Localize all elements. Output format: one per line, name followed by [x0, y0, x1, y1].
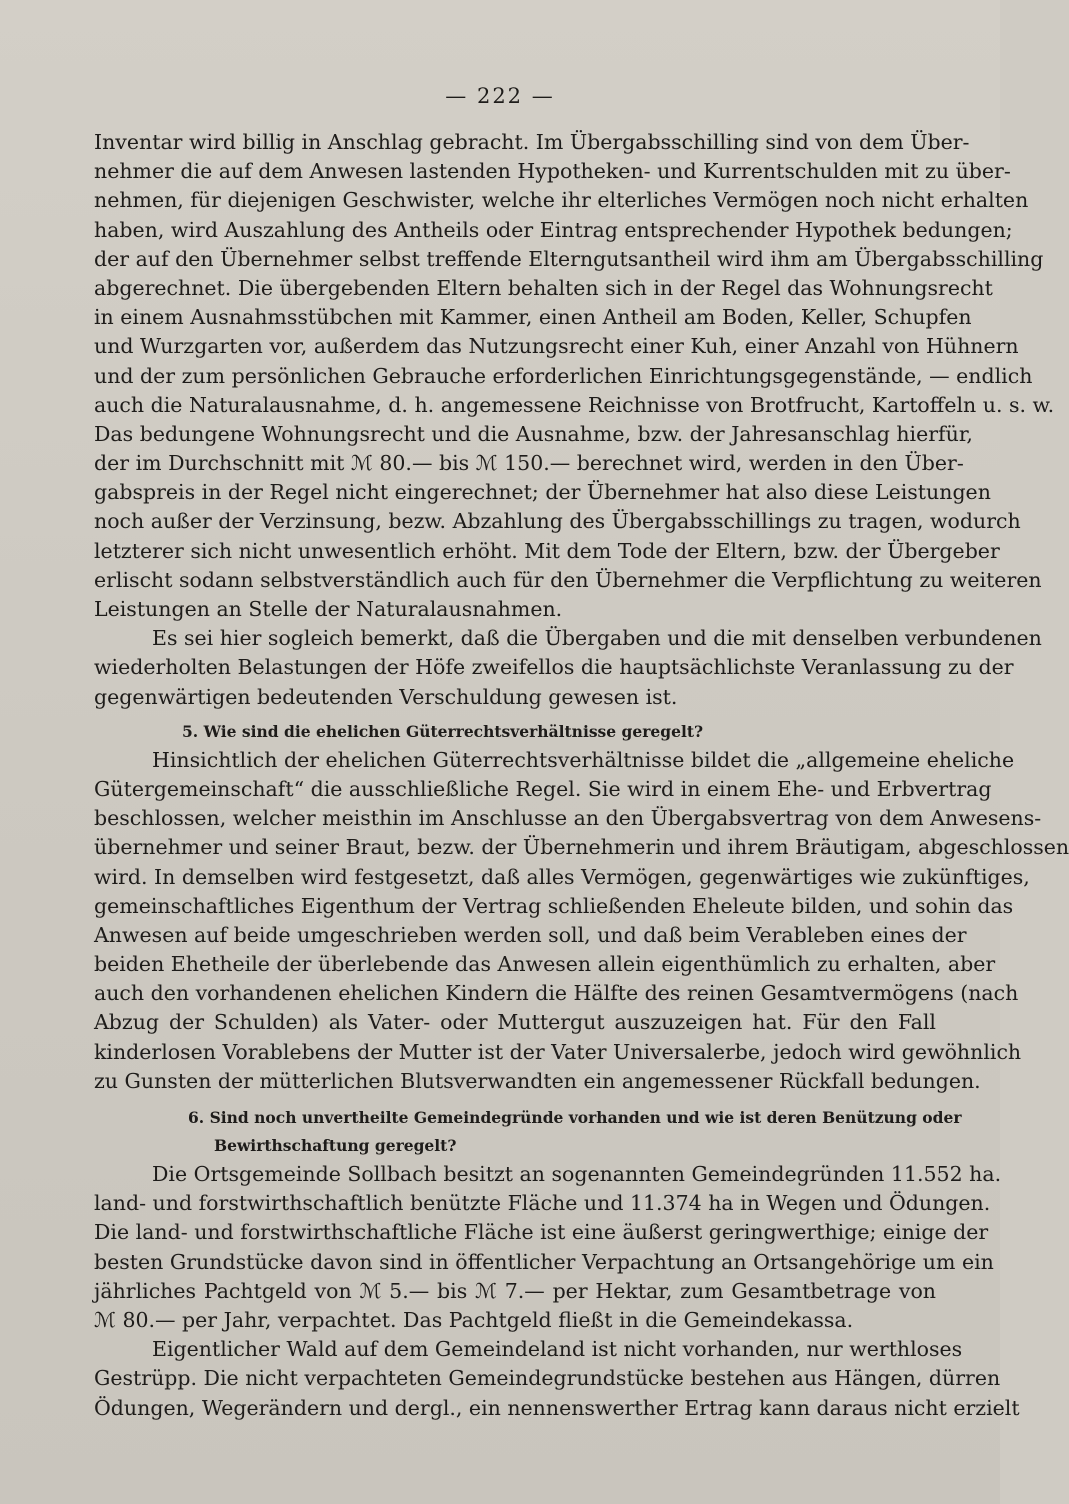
text-line: und Wurzgarten vor, außerdem das Nutzungsrecht einer Kuh, einer Anzahl von Hühnern — [94, 334, 1019, 359]
text-line: Das bedungene Wohnungsrecht und die Ausnahme, bzw. der Jahresanschlag hierfür, — [94, 421, 973, 446]
text-line: nehmen, für diejenigen Geschwister, welche ihr elterliches Vermögen noch nicht erhalten — [94, 188, 1029, 213]
text-line: nehmer die auf dem Anwesen lastenden Hypotheken- und Kurrentschulden mit zu über- — [94, 159, 1011, 184]
text-line: Abzug der Schulden) als Vater- oder Muttergut auszuzeigen hat. Für den Fall — [94, 1010, 936, 1035]
text-line: abgerechnet. Die übergebenden Eltern behalten sich in der Regel das Wohnungsrecht — [94, 275, 993, 300]
text-line: Gütergemeinschaft“ die ausschließliche Regel. Sie wird in einem Ehe- und Erbvertrag — [94, 776, 992, 801]
text-line: land- und forstwirthschaftlich benützte Fläche und 11.374 ha in Wegen und Ödungen. — [94, 1191, 991, 1216]
text-line: gegenwärtigen bedeutenden Verschuldung gewesen ist. — [94, 684, 678, 709]
text-line: beiden Ehetheile der überlebende das Anwesen allein eigenthümlich zu erhalten, aber — [94, 952, 996, 977]
text-line: besten Grundstücke davon sind in öffentlicher Verpachtung an Ortsangehörige um ein — [94, 1249, 994, 1274]
text-line: Bewirthschaftung geregelt? — [214, 1136, 457, 1155]
text-line: auch die Naturalausnahme, d. h. angemessene Reichnisse von Brotfrucht, Kartoffeln u. s. w. — [94, 392, 1055, 417]
text-line: Leistungen an Stelle der Naturalausnahmen. — [94, 597, 563, 621]
text-line: ℳ 80.— per Jahr, verpachtet. Das Pachtgeld fließt in die Gemeindekassa. — [94, 1307, 854, 1332]
text-line: zu Gunsten der mütterlichen Blutsverwandten ein angemessener Rückfall bedungen. — [94, 1068, 981, 1093]
text-line: haben, wird Auszahlung des Antheils oder Eintrag entsprechender Hypothek bedungen; — [94, 217, 1013, 242]
paragraph-marital-property — [94, 746, 1069, 1096]
text-line: noch außer der Verzinsung, bezw. Abzahlung des Übergabsschillings zu tragen, wodurch — [94, 509, 1021, 534]
text-line: gemeinschaftliches Eigenthum der Vertrag schließenden Eheleute bilden, und sohin das — [94, 893, 1014, 918]
text-line: der im Durchschnitt mit ℳ 80.— bis ℳ 150.— berechnet wird, werden in den Über- — [94, 451, 964, 476]
text-line: wiederholten Belastungen der Höfe zweifellos die hauptsächlichste Veranlassung zu der — [94, 655, 1014, 680]
text-line: jährliches Pachtgeld von ℳ 5.— bis ℳ 7.— per Hektar, zum Gesamtbetrage von — [94, 1278, 936, 1303]
text-line: erlischt sodann selbstverständlich auch für den Übernehmer die Verpflichtung zu weiteren — [94, 567, 1042, 592]
text-line: beschlossen, welcher meisthin im Anschlusse an den Übergabsvertrag von dem Anwesens- — [94, 806, 1042, 831]
text-line: Hinsichtlich der ehelichen Güterrechtsverhältnisse bildet die „allgemeine eheliche — [152, 747, 1015, 772]
text-line: Anwesen auf beide umgeschrieben werden soll, und daß beim Verableben eines der — [94, 922, 967, 947]
text-line: auch den vorhandenen ehelichen Kindern die Hälfte des reinen Gesamtvermögens (nach — [94, 981, 1019, 1006]
text-line: wird. In demselben wird festgesetzt, daß alles Vermögen, gegenwärtiges wie zukünftiges, — [94, 864, 1030, 889]
text-line: 6. Sind noch unvertheilte Gemeindegründe vorhanden und wie ist deren Benützung oder — [188, 1108, 962, 1127]
text-line: übernehmer und seiner Braut, bezw. der Übernehmerin und ihrem Bräutigam, abgeschlossen — [94, 835, 1069, 860]
paragraph-forest — [94, 1335, 1020, 1423]
paragraph-indebtedness — [94, 624, 1042, 712]
text-line: Ödungen, Wegerändern und dergl., ein nennenswerther Ertrag kann daraus nicht erzielt — [94, 1395, 1020, 1420]
section-heading-6 — [94, 1104, 962, 1160]
text-line: Gestrüpp. Die nicht verpachteten Gemeindegrundstücke bestehen aus Hängen, dürren — [94, 1366, 1001, 1391]
section-heading-5: 5. Wie sind die ehelichen Güterrechtsverhältnisse geregelt? — [182, 721, 704, 741]
text-line: und der zum persönlichen Gebrauche erforderlichen Einrichtungsgegenstände, — endlich — [94, 363, 1033, 388]
body-text — [94, 128, 1069, 1423]
text-line: in einem Ausnahmsstübchen mit Kammer, einen Antheil am Boden, Keller, Schupfen — [94, 305, 972, 330]
text-line: Es sei hier sogleich bemerkt, daß die Übergaben und die mit denselben verbundenen — [152, 626, 1042, 651]
text-line: Die land- und forstwirthschaftliche Fläche ist eine äußerst geringwerthige; einige der — [94, 1220, 989, 1245]
page-number: — 222 — — [445, 84, 555, 108]
text-line: Eigentlicher Wald auf dem Gemeindeland ist nicht vorhanden, nur werthloses — [152, 1337, 963, 1362]
text-line: Inventar wird billig in Anschlag gebracht. Im Übergabsschilling sind von dem Über- — [94, 130, 970, 154]
paragraph-community-land — [94, 1160, 1002, 1335]
paragraph-inheritance — [94, 128, 1055, 624]
text-line: letzterer sich nicht unwesentlich erhöht. Mit dem Tode der Eltern, bzw. der Übergeber — [94, 538, 1000, 563]
text-line: kinderlosen Vorablebens der Mutter ist der Vater Universalerbe, jedoch wird gewöhnlich — [94, 1039, 1022, 1064]
text-line: der auf den Übernehmer selbst treffende Elterngutsantheil wird ihm am Übergabsschilling — [94, 246, 1044, 271]
text-line: Die Ortsgemeinde Sollbach besitzt an sogenannten Gemeindegründen 11.552 ha. — [152, 1162, 1002, 1186]
text-line: gabspreis in der Regel nicht eingerechnet; der Übernehmer hat also diese Leistungen — [94, 480, 991, 505]
